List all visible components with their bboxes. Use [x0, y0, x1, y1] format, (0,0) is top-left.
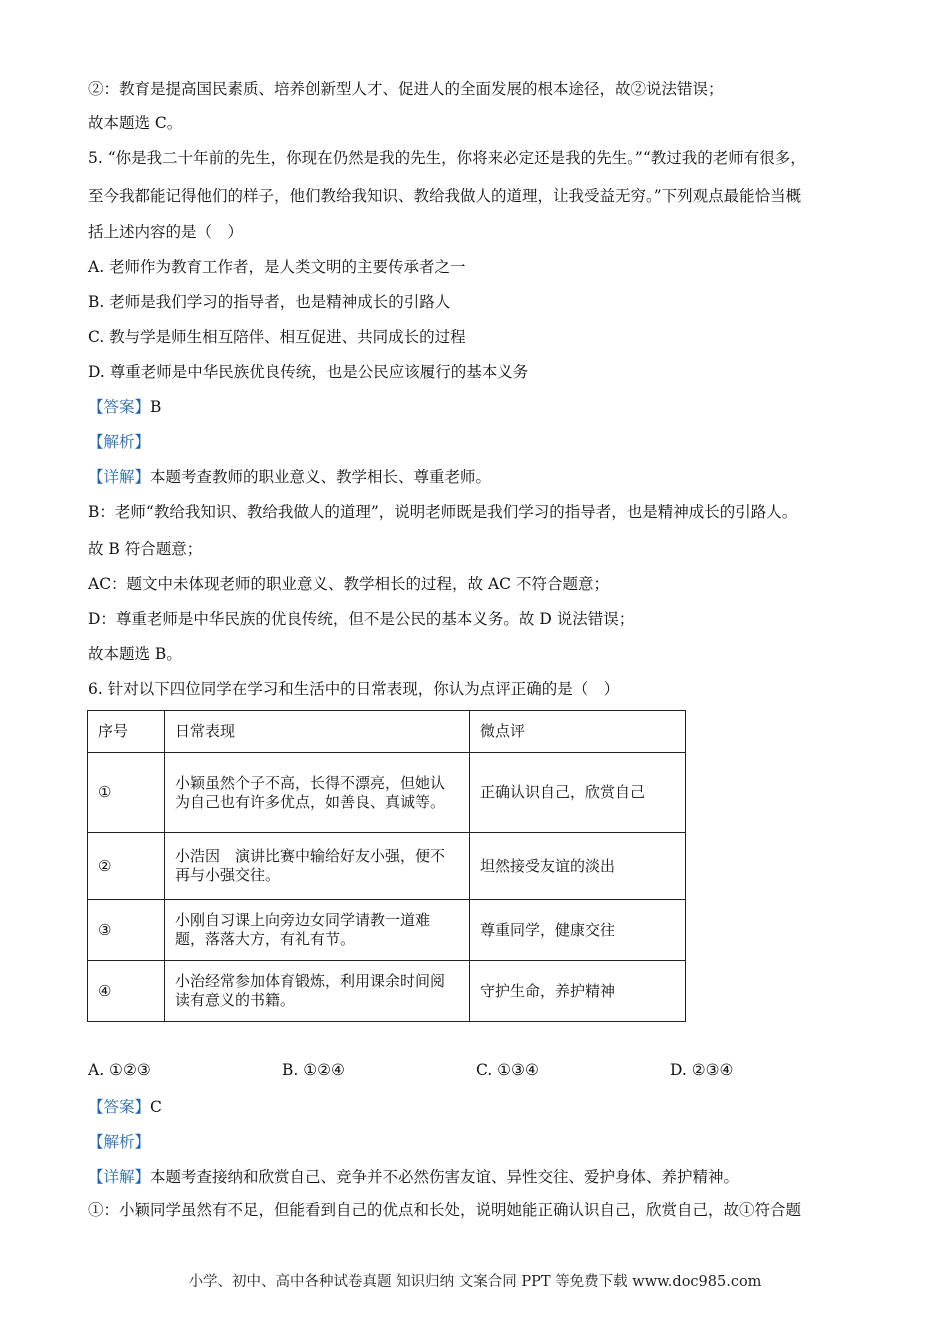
- header-cell: 微点评: [470, 711, 686, 753]
- header-cell: 序号: [88, 711, 165, 753]
- q5-option-d: D. 尊重老师是中华民族优良传统，也是公民应该履行的基本义务: [88, 363, 529, 381]
- row-number: ④: [88, 961, 165, 1022]
- line-q4-conclusion: 故本题选 C。: [88, 114, 183, 132]
- q5-analysis-b-2: 故 B 符合题意；: [88, 540, 203, 558]
- table-row: [88, 900, 686, 961]
- q6-option-d: D. ②③④: [670, 1061, 734, 1079]
- table-row: [88, 833, 686, 900]
- q6-option-a: A. ①②③: [88, 1061, 151, 1079]
- q5-analysis-tag: 【解析】: [88, 433, 151, 451]
- q6-detail: [88, 1167, 739, 1187]
- detail-tag: 【详解】: [88, 1168, 151, 1186]
- behavior-cell: 小浩因 演讲比赛中输给好友小强，便不再与小强交往。: [165, 833, 470, 900]
- row-number: ②: [88, 833, 165, 900]
- behavior-cell: 小颖虽然个子不高，长得不漂亮，但她认为自己也有许多优点，如善良、真诚等。: [165, 753, 470, 833]
- q5-answer: [88, 397, 161, 417]
- comment-cell: 坦然接受友谊的淡出: [470, 833, 686, 900]
- q5-analysis-d: D：尊重老师是中华民族的优良传统，但不是公民的基本义务。故 D 说法错误；: [88, 610, 635, 628]
- q5-stem-line-2: 至今我都能记得他们的样子，他们教给我知识、教给我做人的道理，让我受益无穷。”下列观点最能恰当概: [88, 187, 802, 205]
- behavior-cell: 小治经常参加体育锻炼，利用课余时间阅读有意义的书籍。: [165, 961, 470, 1022]
- q6-analysis-1: ①：小颖同学虽然有不足，但能看到自己的优点和长处，说明她能正确认识自己，欣赏自己，故①符合题: [88, 1201, 802, 1219]
- q5-analysis-ac: AC：题文中未体现老师的职业意义、教学相长的过程，故 AC 不符合题意；: [88, 575, 609, 593]
- q5-stem-line-3: 括上述内容的是（ ）: [88, 223, 244, 241]
- comment-cell: 正确认识自己，欣赏自己: [470, 753, 686, 833]
- q6-table: [87, 710, 686, 1022]
- comment-cell: 守护生命，养护精神: [470, 961, 686, 1022]
- answer-tag: 【答案】: [88, 1098, 151, 1116]
- header-cell: 日常表现: [165, 711, 470, 753]
- line-q4-analysis-2: ②：教育是提高国民素质、培养创新型人才、促进人的全面发展的根本途径，故②说法错误；: [88, 80, 724, 98]
- behavior-cell: 小刚自习课上向旁边女同学请教一道难题，落落大方，有礼有节。: [165, 900, 470, 961]
- q6-answer: [88, 1097, 162, 1117]
- detail-tag: 【详解】: [88, 468, 151, 486]
- q6-analysis-tag: 【解析】: [88, 1133, 151, 1151]
- q6-stem: 6. 针对以下四位同学在学习和生活中的日常表现，你认为点评正确的是（ ）: [88, 680, 620, 698]
- q6-option-c: C. ①③④: [476, 1061, 539, 1079]
- q5-analysis-b: B：老师“教给我知识、教给我做人的道理”，说明老师既是我们学习的指导者，也是精神成长的引路人。: [88, 503, 798, 521]
- comment-cell: 尊重同学，健康交往: [470, 900, 686, 961]
- q5-option-a: A. 老师作为教育工作者，是人类文明的主要传承者之一: [88, 258, 466, 276]
- q6-option-b: B. ①②④: [282, 1061, 345, 1079]
- answer-tag: 【答案】: [88, 398, 151, 416]
- q5-conclusion: 故本题选 B。: [88, 645, 182, 663]
- page-footer: 小学、初中、高中各种试卷真题 知识归纳 文案合同 PPT 等免费下载 www.doc985.com: [188, 1274, 762, 1290]
- q5-detail: [88, 467, 491, 487]
- q5-stem-line-1: 5. “你是我二十年前的先生，你现在仍然是我的先生，你将来必定还是我的先生。”“教过我的老师有很多，: [88, 149, 806, 167]
- row-number: ③: [88, 900, 165, 961]
- answer-value: B: [150, 398, 162, 416]
- table-header-row: [88, 711, 686, 753]
- answer-value: C: [150, 1098, 162, 1116]
- table-row: [88, 753, 686, 833]
- q5-option-c: C. 教与学是师生相互陪伴、相互促进、共同成长的过程: [88, 328, 466, 346]
- q5-option-b: B. 老师是我们学习的指导者，也是精神成长的引路人: [88, 293, 451, 311]
- row-number: ①: [88, 753, 165, 833]
- detail-text: 本题考查教师的职业意义、教学相长、尊重老师。: [150, 468, 492, 486]
- detail-text: 本题考查接纳和欣赏自己、竞争并不必然伤害友谊、异性交往、爱护身体、养护精神。: [150, 1168, 740, 1186]
- table-row: [88, 961, 686, 1022]
